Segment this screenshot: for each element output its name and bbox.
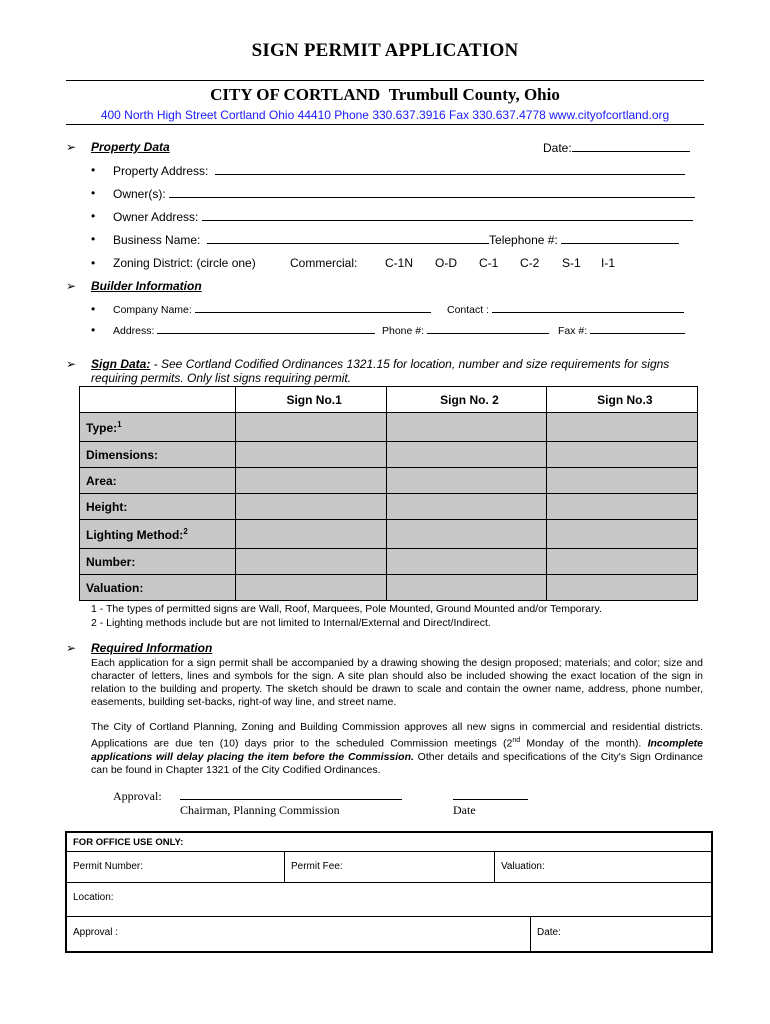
bullet-icon: •	[91, 256, 96, 270]
sign1-area-cell[interactable]	[236, 468, 387, 494]
sign-column-1-header: Sign No.1	[236, 387, 387, 413]
row-label-number: Number:	[80, 549, 236, 575]
builder-fax-field[interactable]	[558, 324, 685, 337]
office-row-location	[67, 882, 711, 917]
date-label: Date:	[543, 141, 572, 155]
office-date-field[interactable]: Date:	[537, 927, 561, 938]
table-row	[80, 413, 698, 442]
approval-label: Approval:	[113, 789, 162, 803]
property-address-label: Property Address:	[113, 164, 209, 178]
builder-address-field[interactable]	[113, 324, 375, 337]
sign-data-heading: Sign Data:	[91, 357, 151, 371]
sign3-height-cell[interactable]	[546, 494, 697, 520]
approval-date-label: Date	[453, 803, 476, 817]
chairman-signature-line[interactable]	[180, 799, 402, 800]
required-info-paragraph-2: The City of Cortland Planning, Zoning and Building Commission approves all new signs in commercial and residential districts. Applications are due ten (10) days prior to the scheduled Commission meetings (2nd Monday of the month). Incomplete applications will delay placing the item before the Commission. Other details and specifications of the City's Sign Ordinance can be found in Chapter 1321 of the City Codified Ordinances.	[91, 721, 704, 776]
header-divider-top	[66, 80, 704, 81]
permit-fee-field[interactable]: Permit Fee:	[285, 851, 495, 882]
zoning-option-c1n[interactable]: C-1N	[385, 256, 414, 270]
sign-table-header-row	[80, 387, 698, 413]
footnote-1: 1 - The types of permitted signs are Wall, Roof, Marquees, Pole Mounted, Ground Mounted and/or Temporary.	[91, 603, 602, 615]
office-use-box	[65, 831, 713, 953]
sign-column-3-header: Sign No.3	[546, 387, 697, 413]
property-address-field[interactable]	[113, 163, 685, 178]
row-label-dimensions: Dimensions:	[80, 442, 236, 468]
date-field[interactable]	[543, 140, 690, 155]
sign3-lighting-cell[interactable]	[546, 520, 697, 549]
row-label-height: Height:	[80, 494, 236, 520]
row-label-type: Type:$^1$	[80, 413, 236, 442]
property-data-heading: Property Data	[91, 140, 170, 154]
telephone-label: Telephone #:	[489, 233, 558, 247]
zoning-option-s1[interactable]: S-1	[562, 256, 581, 270]
office-use-title: FOR OFFICE USE ONLY:	[73, 837, 184, 848]
required-information-heading: Required Information	[91, 641, 213, 655]
sign3-number-cell[interactable]	[546, 549, 697, 575]
zoning-district-label: Zoning District: (circle one)	[113, 256, 256, 270]
sign2-lighting-cell[interactable]	[387, 520, 546, 549]
arrow-bullet-icon: ➢	[66, 279, 77, 293]
sign-data-intro	[91, 357, 703, 385]
sign-column-2-header: Sign No. 2	[387, 387, 546, 413]
row-label-valuation: Valuation:	[80, 575, 236, 601]
owners-label: Owner(s):	[113, 187, 166, 201]
owners-field[interactable]	[113, 186, 695, 201]
company-name-label: Company Name:	[113, 304, 192, 316]
zoning-option-i1[interactable]: I-1	[601, 256, 616, 270]
owner-address-field[interactable]	[113, 209, 693, 224]
bullet-icon: •	[91, 232, 96, 246]
table-row	[80, 575, 698, 601]
sign3-type-cell[interactable]	[546, 413, 697, 442]
contact-label: Contact :	[447, 304, 490, 316]
office-row-approval	[67, 916, 711, 951]
required-info-paragraph-1: Each application for a sign permit shall be accompanied by a drawing showing the design proposed; materials; and color; size and character of letters, lines and symbols for the sign. A site plan should also be included showing the exact location of the sign in relation to the building and property. The sketch should be drawn to scale and contain the owner name, address, phone number, easements, building set-backs, right-of way line, and street name.	[91, 657, 703, 708]
contact-field[interactable]	[447, 303, 684, 316]
business-name-label: Business Name:	[113, 233, 201, 247]
city-address-line: 400 North High Street Cortland Ohio 44410 Phone 330.637.3916 Fax 330.637.4778 www.cityofcortland.org	[100, 108, 670, 122]
sign2-height-cell[interactable]	[387, 494, 546, 520]
table-row	[80, 468, 698, 494]
city-name: CITY OF CORTLAND	[210, 85, 381, 104]
city-heading	[0, 85, 770, 105]
builder-address-label: Address:	[113, 325, 155, 337]
owner-address-label: Owner Address:	[113, 210, 199, 224]
location-field[interactable]: Location:	[73, 892, 114, 903]
office-title-row	[67, 833, 711, 852]
bullet-icon: •	[91, 302, 96, 316]
business-name-field[interactable]	[113, 232, 679, 247]
builder-phone-field[interactable]	[382, 324, 549, 337]
table-row	[80, 442, 698, 468]
sign1-dimensions-cell[interactable]	[236, 442, 387, 468]
sign3-valuation-cell[interactable]	[546, 575, 697, 601]
sign2-type-cell[interactable]	[387, 413, 546, 442]
table-row	[80, 494, 698, 520]
sign1-lighting-cell[interactable]	[236, 520, 387, 549]
office-approval-field[interactable]: Approval :	[67, 916, 531, 951]
row-label-area: Area:	[80, 468, 236, 494]
approval-date-line[interactable]	[453, 799, 528, 800]
incomplete-warning: Incomplete applications will delay placing the item before the Commission.	[91, 737, 703, 763]
sign-table-corner	[80, 387, 236, 413]
sign1-valuation-cell[interactable]	[236, 575, 387, 601]
sign-data-table	[79, 386, 698, 601]
zoning-option-od[interactable]: O-D	[435, 256, 457, 270]
sign-data-description: - See Cortland Codified Ordinances 1321.15 for location, number and size requirements for signs requiring permits. Only list signs requiring permit.	[91, 357, 670, 385]
valuation-field[interactable]: Valuation:	[501, 861, 545, 872]
bullet-icon: •	[91, 186, 96, 200]
sign3-area-cell[interactable]	[546, 468, 697, 494]
chairman-label: Chairman, Planning Commission	[180, 803, 340, 817]
sign1-height-cell[interactable]	[236, 494, 387, 520]
sign3-dimensions-cell[interactable]	[546, 442, 697, 468]
office-row-permit	[67, 851, 711, 883]
builder-fax-label: Fax #:	[558, 325, 588, 337]
bullet-icon: •	[91, 209, 96, 223]
row-label-lighting: Lighting Method:$^2$	[80, 520, 236, 549]
zoning-option-c2[interactable]: C-2	[520, 256, 540, 270]
zoning-option-c1[interactable]: C-1	[479, 256, 499, 270]
table-row	[80, 520, 698, 549]
arrow-bullet-icon: ➢	[66, 357, 77, 371]
zoning-option-commercial: Commercial:	[290, 256, 358, 270]
sign1-number-cell[interactable]	[236, 549, 387, 575]
county-name: Trumbull County, Ohio	[388, 85, 560, 104]
sign2-number-cell[interactable]	[387, 549, 546, 575]
builder-phone-label: Phone #:	[382, 325, 425, 337]
sign2-valuation-cell[interactable]	[387, 575, 546, 601]
sign1-type-cell[interactable]	[236, 413, 387, 442]
arrow-bullet-icon: ➢	[66, 140, 77, 154]
sign2-area-cell[interactable]	[387, 468, 546, 494]
builder-information-heading: Builder Information	[91, 279, 202, 293]
bullet-icon: •	[91, 323, 96, 337]
arrow-bullet-icon: ➢	[66, 641, 77, 655]
header-divider-bottom	[66, 124, 704, 125]
page-title: SIGN PERMIT APPLICATION	[251, 40, 519, 61]
bullet-icon: •	[91, 163, 96, 177]
table-row	[80, 549, 698, 575]
company-name-field[interactable]	[113, 303, 431, 316]
permit-number-field[interactable]: Permit Number:	[67, 851, 285, 882]
footnote-2: 2 - Lighting methods include but are not limited to Internal/External and Direct/Indirect.	[91, 617, 491, 629]
sign2-dimensions-cell[interactable]	[387, 442, 546, 468]
